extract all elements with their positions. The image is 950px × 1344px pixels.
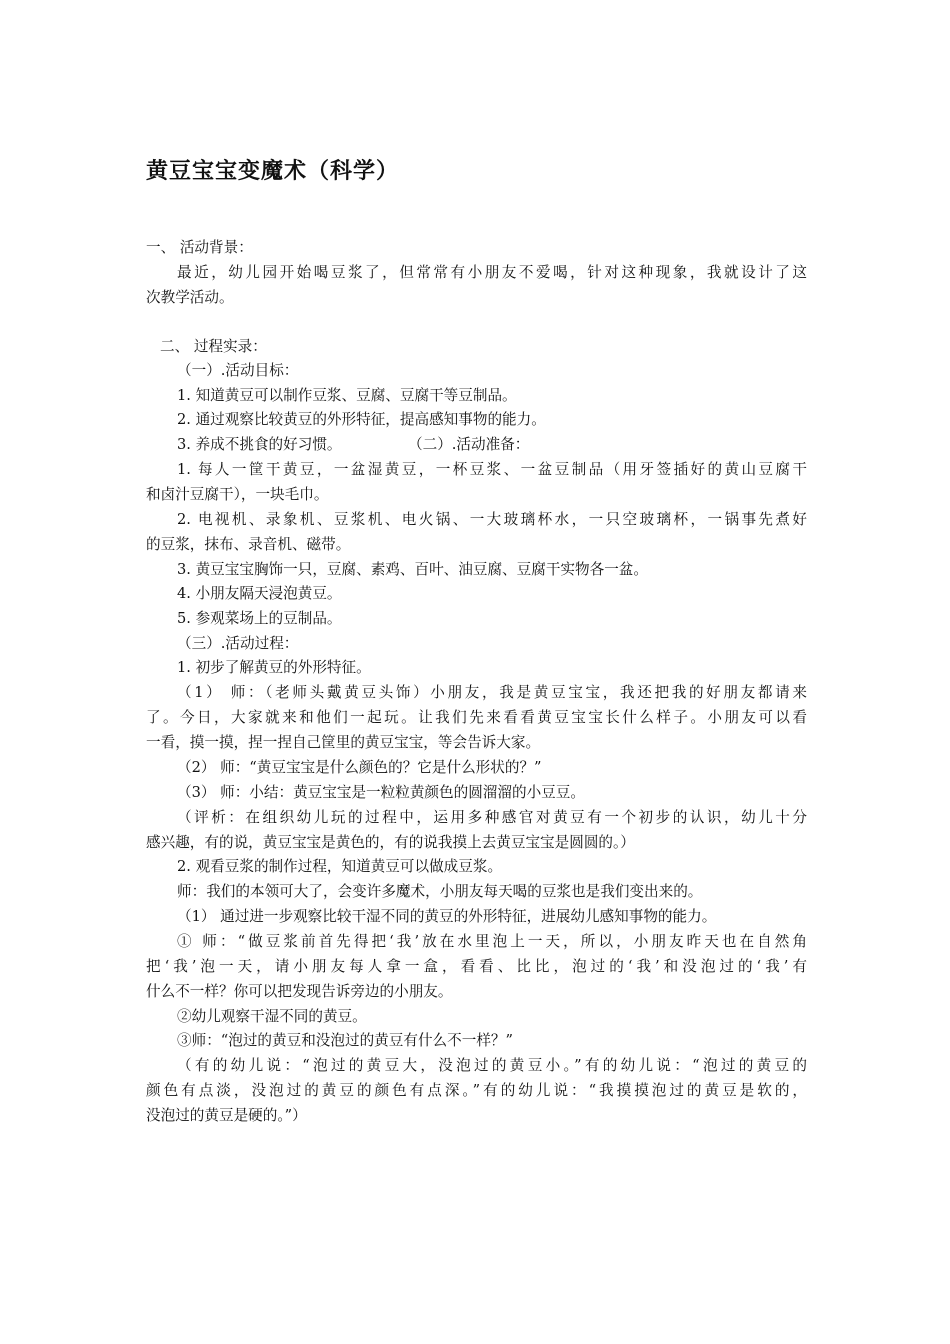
paragraph-line: 颜色有点淡，没泡过的黄豆的颜色有点深。”有的幼儿说：“我摸摸泡过的黄豆是软的， xyxy=(146,1082,807,1099)
subsection-heading-preparation: （二）.活动准备： xyxy=(408,436,530,453)
list-item: 3. 养成不挑食的好习惯。 xyxy=(177,436,342,453)
list-item: 2. 观看豆浆的制作过程，知道黄豆可以做成豆浆。 xyxy=(177,858,503,875)
paragraph-line: 一看，摸一摸，捏一捏自己筐里的黄豆宝宝，等会告诉大家。 xyxy=(146,734,541,751)
paragraph-line: 最近，幼儿园开始喝豆浆了，但常常有小朋友不爱喝，针对这种现象，我就设计了这 xyxy=(177,264,807,281)
section-heading-background: 一、 活动背景： xyxy=(146,239,253,256)
paragraph-line: （1） 通过进一步观察比较干湿不同的黄豆的外形特征，进展幼儿感知事物的能力。 xyxy=(177,908,717,925)
paragraph-line: ① 师：“做豆浆前首先得把‘我’放在水里泡上一天，所以，小朋友昨天也在自然角 xyxy=(177,933,807,950)
subsection-heading-process: （三）.活动过程： xyxy=(177,635,299,652)
paragraph-line: （2） 师：“黄豆宝宝是什么颜色的？它是什么形状的？” xyxy=(177,759,542,776)
paragraph-line: （评析：在组织幼儿玩的过程中，运用多种感官对黄豆有一个初步的认识，幼儿十分 xyxy=(177,809,807,826)
list-item: 2. 电视机、录象机、豆浆机、电火锅、一大玻璃杯水，一只空玻璃杯，一锅事先煮好 xyxy=(177,511,807,528)
paragraph-line: 的豆浆，抹布、录音机、磁带。 xyxy=(146,536,351,553)
paragraph-line: 了。今日，大家就来和他们一起玩。让我们先来看看黄豆宝宝长什么样子。小朋友可以看 xyxy=(146,709,807,726)
paragraph-line: 次教学活动。 xyxy=(146,289,234,306)
paragraph-line: 把‘我’泡一天，请小朋友每人拿一盒，看看、比比，泡过的‘我’和没泡过的‘我’有 xyxy=(146,958,807,975)
subsection-heading-goals: （一）.活动目标： xyxy=(177,362,299,379)
list-item: 3. 黄豆宝宝胸饰一只，豆腐、素鸡、百叶、油豆腐、豆腐干实物各一盆。 xyxy=(177,561,648,578)
list-item: 1. 初步了解黄豆的外形特征。 xyxy=(177,659,371,676)
section-heading-process: 二、 过程实录： xyxy=(160,338,267,355)
list-item: 4. 小朋友隔天浸泡黄豆。 xyxy=(177,585,342,602)
paragraph-line: 感兴趣，有的说，黄豆宝宝是黄色的，有的说我摸上去黄豆宝宝是圆圆的。） xyxy=(146,834,635,851)
list-item: 1. 每人一筐干黄豆，一盆湿黄豆，一杯豆浆、一盆豆制品（用牙签插好的黄山豆腐干 xyxy=(177,461,807,478)
paragraph-line: （3） 师：小结：黄豆宝宝是一粒粒黄颜色的圆溜溜的小豆豆。 xyxy=(177,784,585,801)
document-title: 黄豆宝宝变魔术（科学） xyxy=(146,159,400,184)
paragraph-line: ②幼儿观察干湿不同的黄豆。 xyxy=(177,1008,367,1025)
paragraph-line: （有的幼儿说：“泡过的黄豆大，没泡过的黄豆小。”有的幼儿说：“泡过的黄豆的 xyxy=(177,1057,807,1074)
paragraph-line: ③师：“泡过的黄豆和没泡过的黄豆有什么不一样？” xyxy=(177,1032,513,1049)
paragraph-line: 什么不一样？你可以把发现告诉旁边的小朋友。 xyxy=(146,983,453,1000)
list-item: 2. 通过观察比较黄豆的外形特征，提高感知事物的能力。 xyxy=(177,411,546,428)
paragraph-line: 和卤汁豆腐干），一块毛巾。 xyxy=(146,486,329,503)
paragraph-line: 没泡过的黄豆是硬的。”） xyxy=(146,1107,307,1124)
list-item: 1. 知道黄豆可以制作豆浆、豆腐、豆腐干等豆制品。 xyxy=(177,387,517,404)
paragraph-line: （1） 师：（老师头戴黄豆头饰）小朋友，我是黄豆宝宝，我还把我的好朋友都请来 xyxy=(177,684,807,701)
paragraph-line: 师：我们的本领可大了，会变许多魔术，小朋友每天喝的豆浆也是我们变出来的。 xyxy=(177,883,703,900)
list-item: 5. 参观菜场上的豆制品。 xyxy=(177,610,342,627)
